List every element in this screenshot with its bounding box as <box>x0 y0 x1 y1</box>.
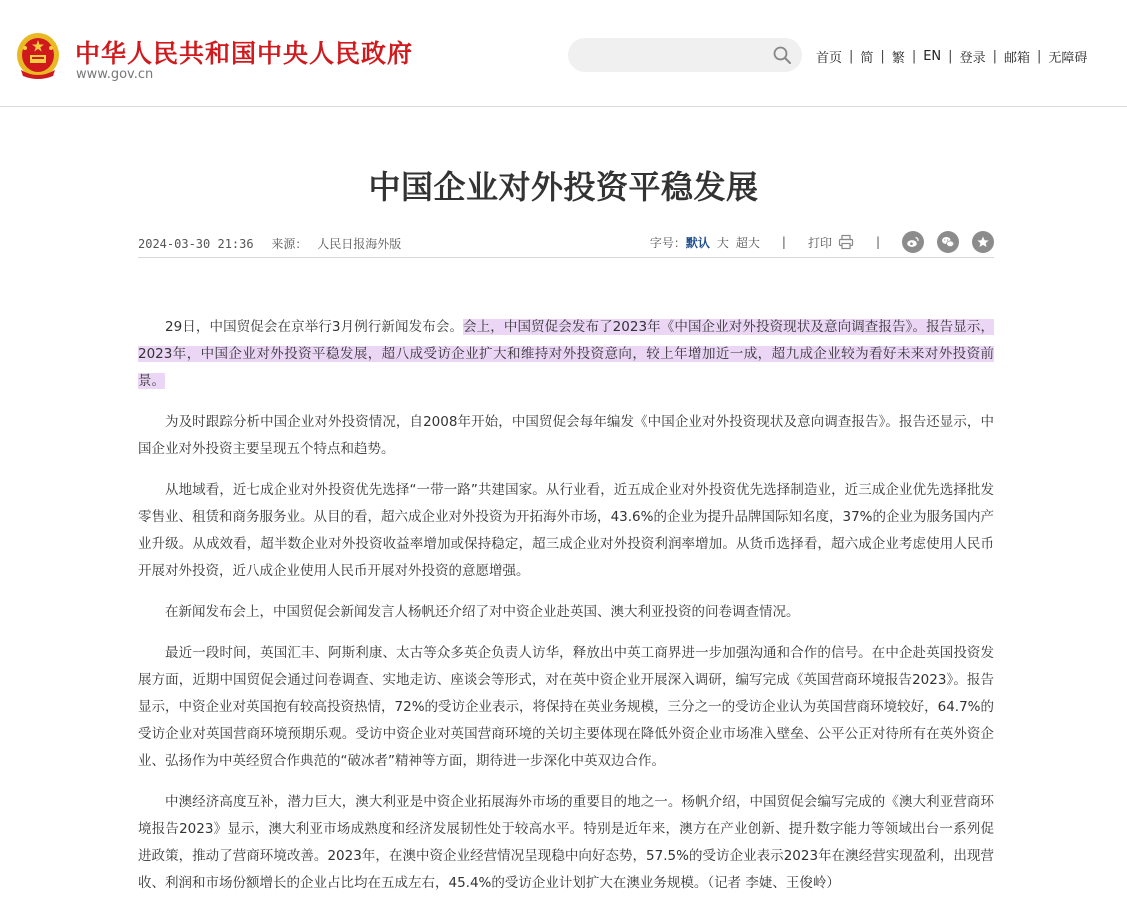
star-icon <box>976 235 990 249</box>
print-button[interactable] <box>808 234 854 251</box>
nav-separator: | <box>1036 48 1042 64</box>
printer-icon <box>838 234 854 250</box>
nav-english[interactable]: EN <box>923 48 942 64</box>
font-size-default[interactable]: 默认 <box>685 235 710 250</box>
font-size-label: 字号： <box>649 235 686 250</box>
nav-separator: | <box>849 48 854 64</box>
source-name: 人民日报海外版 <box>317 237 402 251</box>
selected-text[interactable]: 会上，中国贸促会发布了2023年《中国企业对外投资现状及意向调查报告》。报告显示，2023年，中国企业对外投资平稳发展，超八成受访企业扩大和维持对外投资意向，较上年增加近一成，超九成企业较为看好未来对外投资前景。 <box>138 319 994 389</box>
nav-mailbox[interactable]: 邮箱 <box>1003 50 1030 66</box>
article-paragraph: 为及时跟踪分析中国企业对外投资情况，自2008年开始，中国贸促会每年编发《中国企业对外投资现状及意向调查报告》。报告还显示，中国企业对外投资主要呈现五个特点和趋势。 <box>138 414 994 457</box>
tool-separator: | <box>781 235 786 249</box>
nav-login[interactable]: 登录 <box>959 50 986 66</box>
favorite-button[interactable] <box>972 231 994 253</box>
wechat-icon <box>941 235 955 249</box>
search-input[interactable] <box>582 38 762 72</box>
article-paragraph: 最近一段时间，英国汇丰、阿斯利康、太古等众多英企负责人访华，释放出中英工商界进一步加强沟通和合作的信号。在中企赴英国投资发展方面，近期中国贸促会通过问卷调查、实地走访、座谈会等形式，对在英中资企业开展深入调研，编写完成《英国营商环境报告2023》。报告显示，中资企业对英国抱有较高投资热情，72%的受访企业表示，将保持在英业务规模，三分之一的受访企业认为英国营商环境较好，64.7%的受访企业对英国营商环境预期乐观。受访中资企业对英国营商环境的关切主要体现在降低外资企业市场准入壁垒、公平公正对待所有在英外资企业、弘扬作为中英经贸合作典范的“破冰者”精神等方面，期待进一步深化中英双边合作。 <box>138 645 994 769</box>
nav-traditional[interactable]: 繁 <box>891 50 905 66</box>
site-url[interactable]: www.gov.cn <box>76 67 154 82</box>
font-size-xlarge[interactable]: 超大 <box>735 235 760 250</box>
weibo-icon <box>906 235 920 249</box>
wechat-share-button[interactable] <box>937 231 959 253</box>
publish-datetime: 2024-03-30 21:36 <box>138 237 254 251</box>
tool-separator: | <box>875 235 880 249</box>
article-title: 中国企业对外投资平稳发展 <box>368 168 759 206</box>
site-header <box>0 0 1127 107</box>
article-meta-bar <box>138 229 994 258</box>
site-name[interactable]: 中华人民共和国中央人民政府 <box>75 39 414 68</box>
search-icon[interactable] <box>772 45 792 65</box>
print-label: 打印 <box>807 235 832 250</box>
article-body <box>138 314 994 911</box>
font-size-large[interactable]: 大 <box>716 235 729 250</box>
nav-separator: | <box>880 48 885 64</box>
article-meta-info <box>138 235 401 252</box>
weibo-share-button[interactable] <box>902 231 924 253</box>
article-paragraph: 在新闻发布会上，中国贸促会新闻发言人杨帆还介绍了对中资企业赴英国、澳大利亚投资的问卷调查情况。 <box>165 604 800 620</box>
nav-separator: | <box>992 48 997 64</box>
national-emblem-icon[interactable] <box>15 30 61 82</box>
source-label: 来源： <box>271 237 308 251</box>
nav-separator: | <box>948 48 953 64</box>
article-paragraph: 中澳经济高度互补，潜力巨大，澳大利亚是中资企业拓展海外市场的重要目的地之一。杨帆介绍，中国贸促会编写完成的《澳大利亚营商环境报告2023》显示，澳大利亚市场成熟度和经济发展韧性处于较高水平。特别是近年来，澳方在产业创新、提升数字能力等领域出台一系列促进政策，推动了营商环境改善。2023年，在澳中资企业经营情况呈现稳中向好态势，57.5%的受访企业表示2023年在澳经营实现盈利，出现营收、利润和市场份额增长的企业占比均在五成左右，45.4%的受访企业计划扩大在澳业务规模。（记者 李婕、王俊岭） <box>138 794 994 891</box>
article-paragraph: 29日，中国贸促会在京举行3月例行新闻发布会。会上，中国贸促会发布了2023年《中国企业对外投资现状及意向调查报告》。报告显示，2023年，中国企业对外投资平稳发展，超八成受访企业扩大和维持对外投资意向，较上年增加近一成，超九成企业较为看好未来对外投资前景。 <box>138 319 994 389</box>
article-paragraph: 从地域看，近七成企业对外投资优先选择“一带一路”共建国家。从行业看，近五成企业对外投资优先选择制造业，近三成企业优先选择批发零售业、租赁和商务服务业。从目的看，超六成企业对外投资为开拓海外市场，43.6%的企业为提升品牌国际知名度，37%的企业为服务国内产业升级。从成效看，超半数企业对外投资收益率增加或保持稳定，超三成企业对外投资利润率增加。从货币选择看，超六成企业考虑使用人民币开展对外投资，近八成企业使用人民币开展对外投资的意愿增强。 <box>138 482 994 579</box>
nav-simplified[interactable]: 简 <box>860 50 874 66</box>
article-tools <box>650 231 994 253</box>
nav-separator: | <box>911 48 917 64</box>
nav-accessibility[interactable]: 无障碍 <box>1048 50 1088 66</box>
search-box <box>568 38 802 72</box>
top-nav <box>816 46 1087 66</box>
nav-home[interactable]: 首页 <box>816 50 843 66</box>
